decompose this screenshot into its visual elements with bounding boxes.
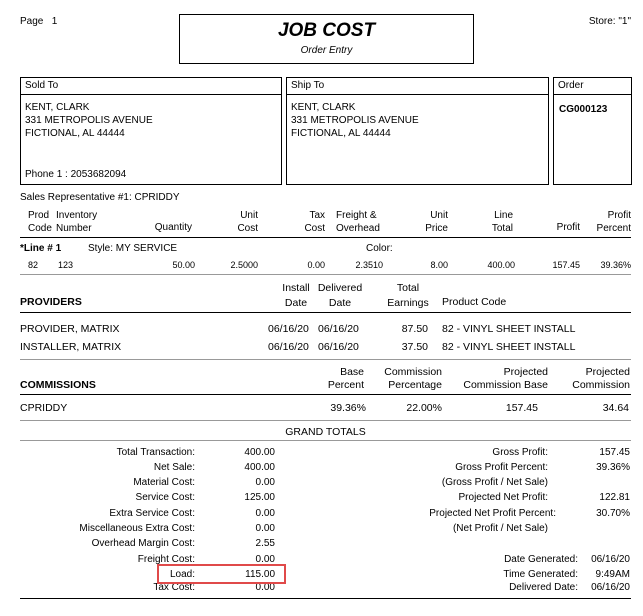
total-value: 122.81 <box>599 492 630 503</box>
col-line-total: Line Total <box>491 210 513 234</box>
ship-to-name: KENT, CLARK <box>291 102 356 113</box>
total-value: 0.00 <box>255 554 275 565</box>
commission-base-percent: 39.36% <box>330 402 366 414</box>
document-subtitle: Order Entry <box>300 45 353 56</box>
cell-tax-cost: 0.00 <box>307 260 325 270</box>
commission-name: CPRIDDY <box>20 402 68 414</box>
load-value: 115.00 <box>245 569 275 580</box>
provider-product: 82 - VINYL SHEET INSTALL <box>442 323 576 335</box>
divider <box>20 394 631 395</box>
cell-quantity: 50.00 <box>172 260 195 270</box>
order-number: CG000123 <box>559 104 608 115</box>
ship-to-box <box>286 77 549 185</box>
col-total-earnings: Total Earnings <box>387 282 429 309</box>
sold-to-header: Sold To <box>21 78 281 95</box>
total-label: Net Sale: <box>153 462 195 473</box>
col-inventory: Inventory Number <box>56 210 98 234</box>
divider <box>20 440 631 441</box>
col-delivered-date: Delivered Date <box>317 282 363 309</box>
total-value: 39.36% <box>596 462 630 473</box>
col-tax-cost: Tax Cost <box>304 210 325 234</box>
col-commission-percentage: Commission Percentage <box>384 366 442 391</box>
divider <box>20 598 631 599</box>
total-value: 0.00 <box>255 582 275 593</box>
sold-to-phone: Phone 1 : 2053682094 <box>25 169 127 180</box>
total-label: Miscellaneous Extra Cost: <box>79 523 195 534</box>
sales-rep: Sales Representative #1: CPRIDDY <box>20 192 180 203</box>
cell-unit-price: 8.00 <box>430 260 448 270</box>
total-label: Total Transaction: <box>116 447 195 458</box>
cell-profit-percent: 39.36% <box>600 260 631 270</box>
provider-product: 82 - VINYL SHEET INSTALL <box>442 341 576 353</box>
order-header: Order <box>554 78 631 95</box>
total-value: 30.70% <box>596 508 630 519</box>
generated-value: 06/16/20 <box>591 554 630 565</box>
ship-to-city: FICTIONAL, AL 44444 <box>291 128 391 139</box>
provider-delivered: 06/16/20 <box>318 341 359 353</box>
total-label: Overhead Margin Cost: <box>91 538 195 549</box>
cell-inventory: 123 <box>58 260 74 270</box>
total-label: Service Cost: <box>135 492 195 503</box>
col-freight: Freight & Overhead <box>336 210 380 234</box>
sold-to-name: KENT, CLARK <box>25 102 90 113</box>
page-label: Page 1 <box>20 16 58 27</box>
sold-to-address: 331 METROPOLIS AVENUE <box>25 115 153 126</box>
provider-earnings: 37.50 <box>401 341 428 353</box>
total-value: 400.00 <box>244 462 275 473</box>
line-style: Style: MY SERVICE <box>88 243 178 254</box>
commission-projected-base: 157.45 <box>505 402 538 414</box>
col-prod-code: Prod Code <box>28 210 52 234</box>
generated-label: Time Generated: <box>503 569 578 580</box>
provider-earnings: 87.50 <box>401 323 428 335</box>
cell-line-total: 400.00 <box>487 260 515 270</box>
generated-label: Delivered Date: <box>509 582 578 593</box>
total-label: Projected Net Profit Percent: <box>429 508 556 519</box>
col-product-code: Product Code <box>442 296 507 308</box>
total-label: Freight Cost: <box>137 554 195 565</box>
col-quantity: Quantity <box>154 222 192 233</box>
provider-install: 06/16/20 <box>268 341 309 353</box>
total-label: (Net Profit / Net Sale) <box>452 523 548 534</box>
generated-value: 9:49AM <box>595 569 630 580</box>
total-value: 0.00 <box>255 477 275 488</box>
cell-freight: 2.3510 <box>355 260 383 270</box>
total-label: Gross Profit Percent: <box>455 462 548 473</box>
load-highlight-box <box>157 564 286 584</box>
divider <box>20 237 631 238</box>
total-value: 0.00 <box>255 508 275 519</box>
provider-name: PROVIDER, MATRIX <box>20 323 120 335</box>
col-projected-base: Projected Commission Base <box>463 366 548 391</box>
commissions-title: COMMISSIONS <box>20 379 96 391</box>
provider-install: 06/16/20 <box>268 323 309 335</box>
divider <box>20 359 631 360</box>
total-label: Gross Profit: <box>492 447 548 458</box>
total-label: (Gross Profit / Net Sale) <box>441 477 548 488</box>
cell-profit: 157.45 <box>552 260 580 270</box>
total-label: Projected Net Profit: <box>458 492 548 503</box>
total-value: 400.00 <box>244 447 275 458</box>
total-label: Material Cost: <box>133 477 195 488</box>
total-label: Extra Service Cost: <box>109 508 195 519</box>
col-profit-percent: Profit Percent <box>596 210 631 234</box>
total-label: Tax Cost: <box>153 582 195 593</box>
total-value: 2.55 <box>255 538 275 549</box>
divider <box>20 274 631 275</box>
load-label: Load: <box>169 569 195 580</box>
provider-name: INSTALLER, MATRIX <box>20 341 122 353</box>
document-title: JOB COST <box>277 20 376 41</box>
cell-prod-code: 82 <box>28 260 39 270</box>
divider <box>20 420 631 421</box>
line-color: Color: <box>366 243 393 254</box>
col-unit-cost: Unit Cost <box>237 210 258 234</box>
commission-projected: 34.64 <box>602 402 629 414</box>
sold-to-box <box>20 77 282 185</box>
line-label: *Line # 1 <box>20 243 62 254</box>
store-label: Store: "1" <box>588 16 631 27</box>
col-install-date: Install Date <box>282 282 310 309</box>
col-base-percent: Base Percent <box>327 366 364 391</box>
ship-to-header: Ship To <box>287 78 548 95</box>
col-unit-price: Unit Price <box>425 210 448 234</box>
total-value: 157.45 <box>599 447 630 458</box>
grand-totals-title: GRAND TOTALS <box>285 426 366 438</box>
col-profit: Profit <box>556 222 580 233</box>
col-projected-commission: Projected Commission <box>572 366 630 391</box>
cell-unit-cost: 2.5000 <box>230 260 258 270</box>
generated-value: 06/16/20 <box>591 582 630 593</box>
generated-label: Date Generated: <box>504 554 578 565</box>
commission-percentage: 22.00% <box>406 402 442 414</box>
title-box <box>179 14 474 64</box>
total-value: 0.00 <box>255 523 275 534</box>
provider-delivered: 06/16/20 <box>318 323 359 335</box>
total-value: 125.00 <box>244 492 275 503</box>
divider <box>20 312 631 313</box>
providers-title: PROVIDERS <box>20 296 82 308</box>
order-box <box>553 77 632 185</box>
sold-to-city: FICTIONAL, AL 44444 <box>25 128 125 139</box>
ship-to-address: 331 METROPOLIS AVENUE <box>291 115 419 126</box>
